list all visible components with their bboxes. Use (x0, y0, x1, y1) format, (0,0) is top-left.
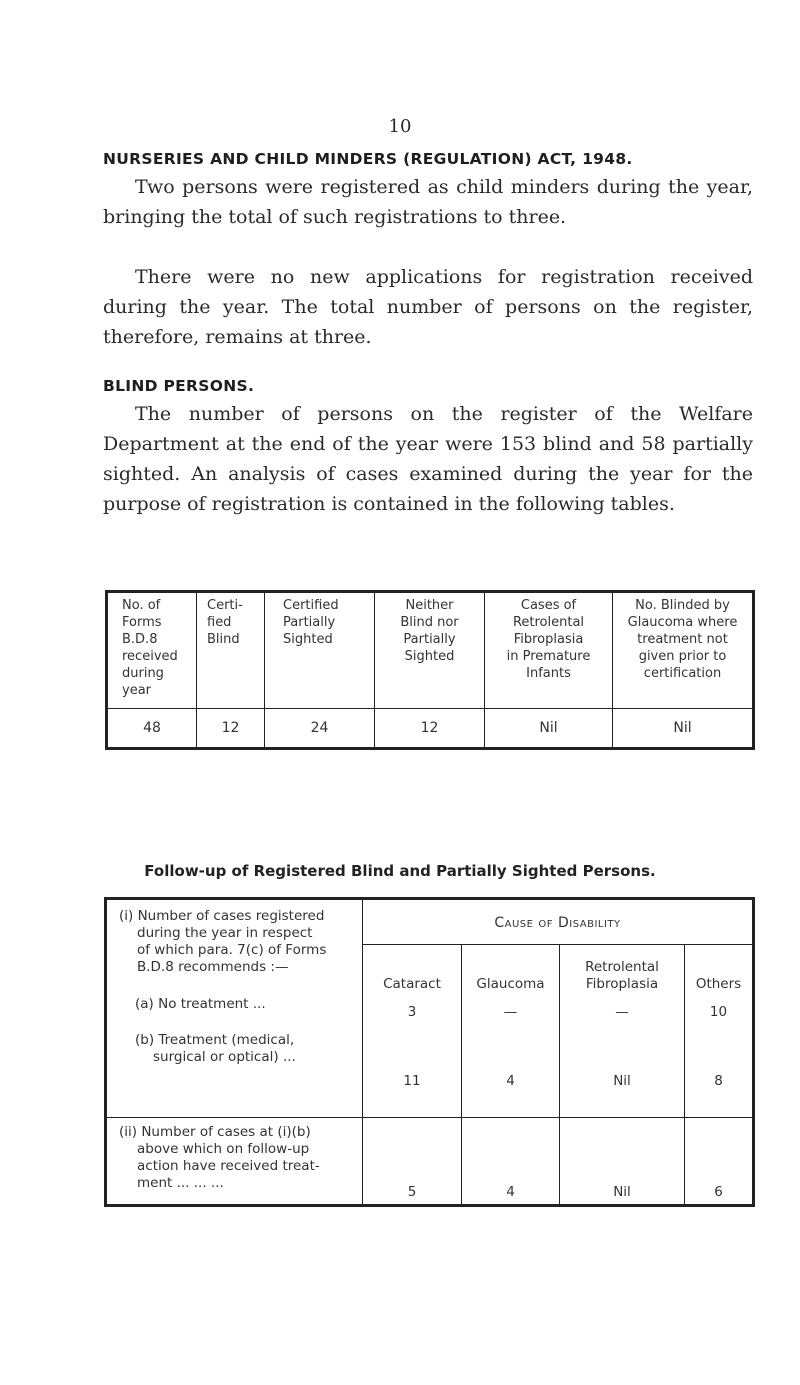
col-others: Others (685, 945, 754, 996)
header-retrolental: Cases of Retrolental Fibroplasia in Premature Infants (485, 592, 613, 709)
others-values: 10 8 (685, 996, 754, 1118)
nurseries-paragraph-2 (103, 262, 753, 352)
row-ii-retrolental: Nil (560, 1118, 685, 1206)
col-glaucoma: Glaucoma (462, 945, 560, 996)
retrolental-values: — Nil (560, 996, 685, 1118)
paragraph-text: Two persons were registered as child minders during the year, bringing the total of such registrations to three. (103, 176, 753, 228)
value-neither: 12 (375, 709, 485, 749)
row-ii-others: 6 (685, 1118, 754, 1206)
value-certified-blind: 12 (197, 709, 265, 749)
blind-persons-heading: BLIND PERSONS. (103, 377, 255, 395)
glaucoma-values: — 4 (462, 996, 560, 1118)
row-ii-glaucoma: 4 (462, 1118, 560, 1206)
value-forms-received: 48 (107, 709, 197, 749)
table-header-row (107, 592, 754, 709)
cause-of-disability-header: Cause of Disability (363, 899, 754, 945)
value-retrolental: Nil (485, 709, 613, 749)
header-certified-blind: Certi- fied Blind (197, 592, 265, 709)
header-glaucoma: No. Blinded by Glaucoma where treatment not given prior to certification (613, 592, 754, 709)
value-glaucoma: Nil (613, 709, 754, 749)
header-partially-sighted: Certified Partially Sighted (265, 592, 375, 709)
table-values-row (107, 709, 754, 749)
cataract-values: 3 11 (363, 996, 462, 1118)
paragraph-text: There were no new applications for registration received during the year. The total number of persons on the register, therefore, remains at three. (103, 266, 753, 348)
row-ii (106, 1118, 754, 1206)
paragraph-text: The number of persons on the register of the Welfare Department at the end of the year were 153 blind and 58 partially sighted. An analysis of cases examined during the year for the purpose of registration is contained in the following tables. (103, 403, 753, 515)
header-neither: Neither Blind nor Partially Sighted (375, 592, 485, 709)
blind-persons-paragraph (103, 399, 753, 519)
col-retrolental: Retrolental Fibroplasia (560, 945, 685, 996)
page-number: 10 (388, 116, 412, 137)
header-forms-received: No. of Forms B.D.8 received during year (107, 592, 197, 709)
row-ii-cataract: 5 (363, 1118, 462, 1206)
group-header-row (106, 899, 754, 945)
nurseries-paragraph-1 (103, 172, 753, 232)
follow-up-table (104, 897, 755, 1207)
row-ii-label: (ii) Number of cases at (i)(b) above which on follow-up action have received treat- ment ... ... ... (106, 1118, 363, 1206)
follow-up-title: Follow-up of Registered Blind and Partially Sighted Persons. (144, 862, 656, 880)
value-partially-sighted: 24 (265, 709, 375, 749)
row-i-label: (i) Number of cases registered during the year in respect of which para. 7(c) of Forms B.D.8 recommends :— (a) No treatment ... (b) Treatment (medical, surgical or optical) ... (106, 899, 363, 1118)
registration-analysis-table (105, 590, 755, 750)
col-cataract: Cataract (363, 945, 462, 996)
nurseries-heading: NURSERIES AND CHILD MINDERS (REGULATION) ACT, 1948. (103, 150, 633, 168)
